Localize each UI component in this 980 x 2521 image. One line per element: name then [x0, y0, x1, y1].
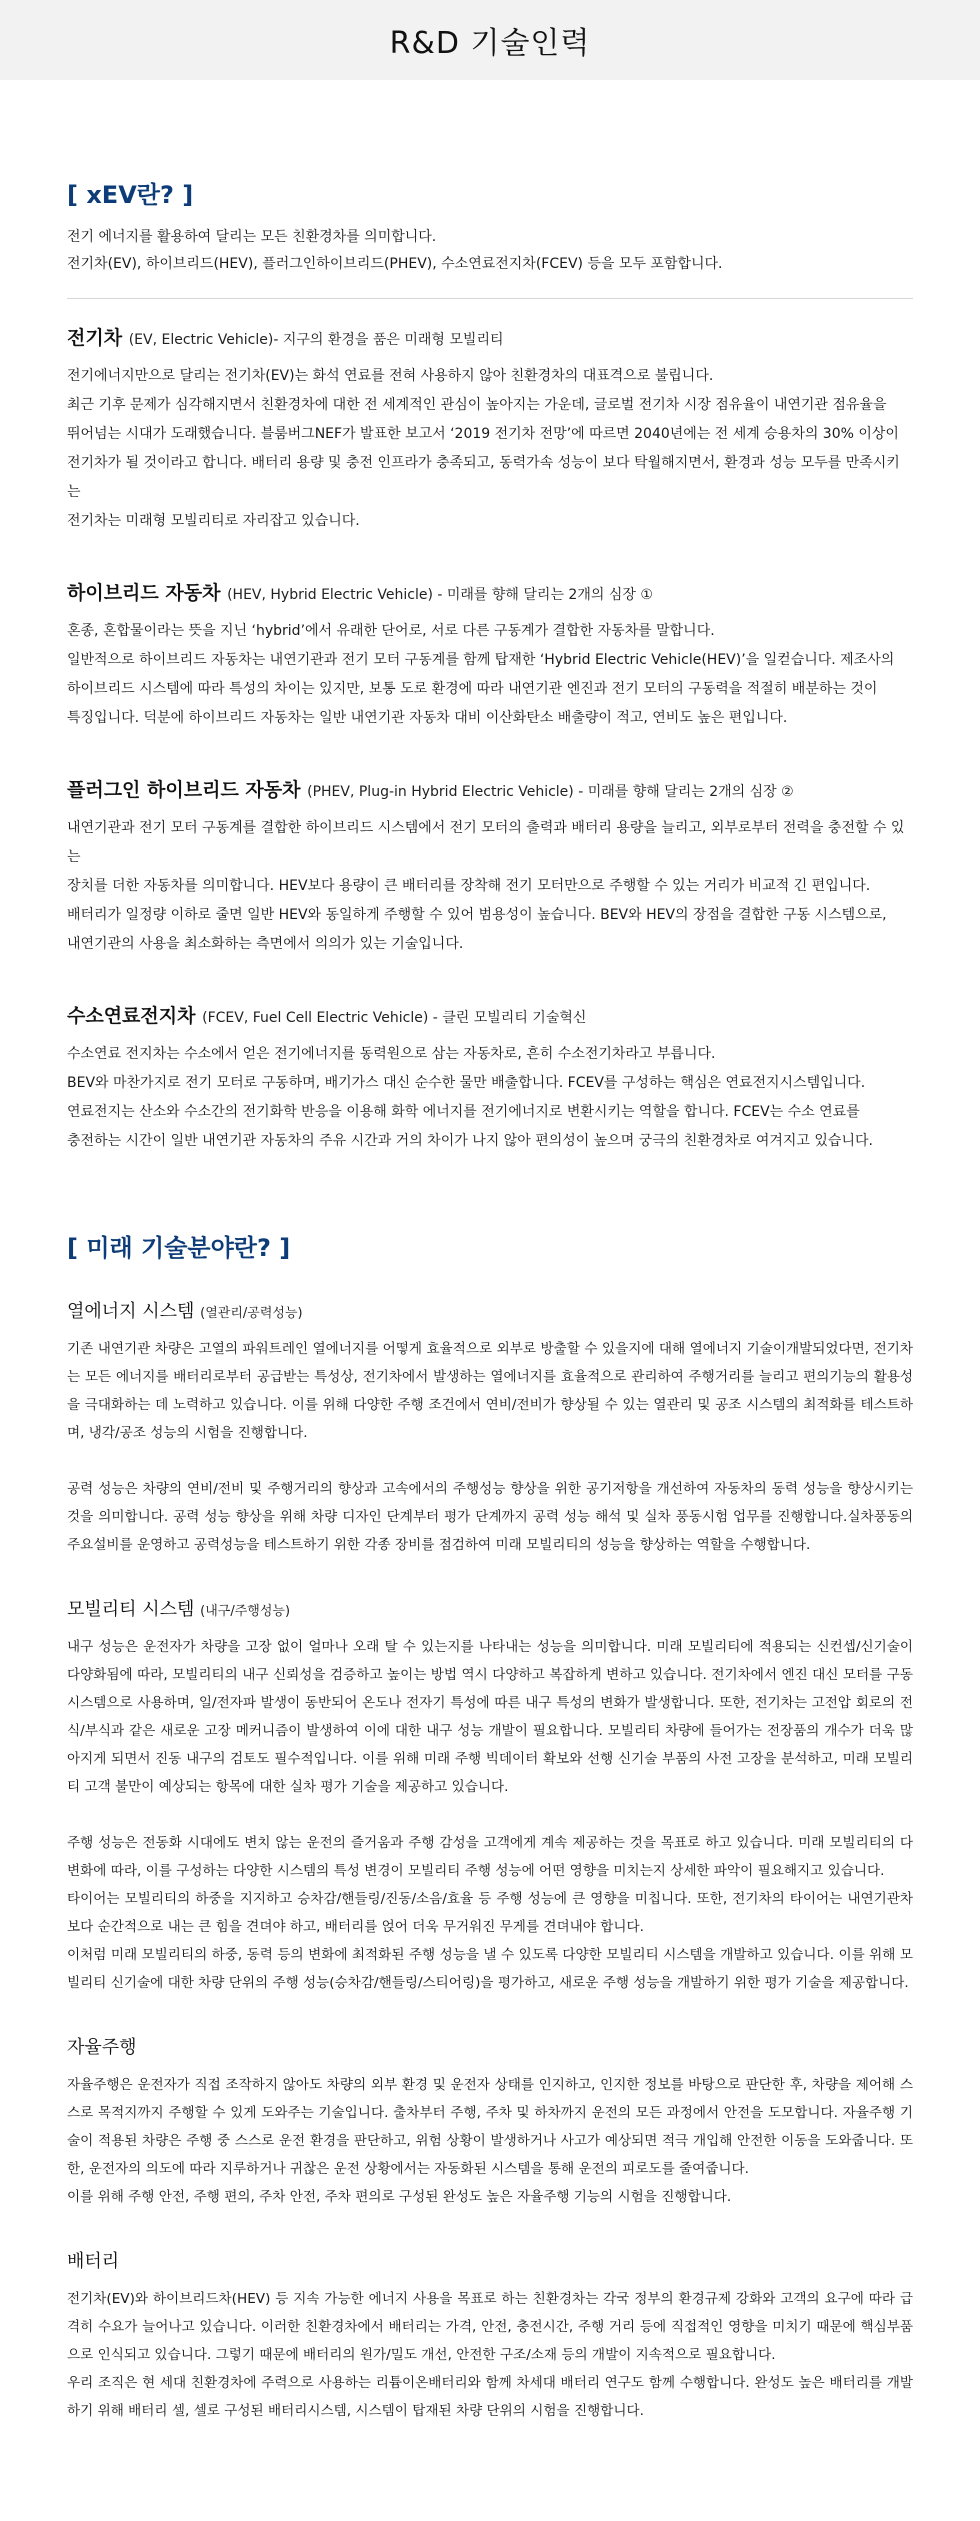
- item-paragraph: 자율주행은 운전자가 직접 조작하지 않아도 차량의 외부 환경 및 운전자 상태를 인지하고, 인지한 정보를 바탕으로 판단한 후, 차량을 제어해 스스로 목적지까지 주행할 수 있게 도와주는 기술입니다. 출차부터 주행, 주차 및 하차까지 운전의 모든 과정에서 안전을 도모합니다. 자율주행 기술이 적용된 차량은 주행 중 스스로 운전 환경을 판단하고, 위험 상황이 발생하거나 사고가 예상되면 적극 개입해 안전한 이동을 도와줍니다. 또한, 운전자의 의도에 따라 지루하거나 귀찮은 운전 상황에서는 자동화된 시스템을 통해 운전의 피로도를 줄여줍니다. 이를 위해 주행 안전, 주행 편의, 주차 안전, 주차 편의로 구성된 완성도 높은 자율주행 기능의 시험을 진행합니다.: [67, 2077, 913, 2205]
- item-paragraph: 기존 내연기관 차량은 고열의 파워트레인 열에너지를 어떻게 효율적으로 외부로 방출할 수 있을지에 대해 열에너지 기술이개발되었다면, 전기차는 모든 에너지를 배터리로부터 공급받는 특성상, 전기차에서 발생하는 열에너지를 효율적으로 관리하여 주행거리를 늘리고 편의기능의 활용성을 극대화하는 데 노력하고 있습니다. 이를 위해 다양한 주행 조건에서 연비/전비가 향상될 수 있는 열관리 및 공조 시스템의 최적화를 테스트하며, 냉각/공조 성능의 시험을 진행합니다.: [67, 1341, 913, 1441]
- item-paragraph: 내구 성능은 운전자가 차량을 고장 없이 얼마나 오래 탈 수 있는지를 나타내는 성능을 의미합니다. 미래 모빌리티에 적용되는 신컨셉/신기술이 다양화됨에 따라, 모빌리티의 내구 신뢰성을 검증하고 높이는 방법 역시 다양하고 복잡하게 변하고 있습니다. 전기차에서 엔진 대신 모터를 구동 시스템으로 사용하며, 일/전자파 발생이 동반되어 온도나 전자기 특성에 따른 내구 특성의 변화가 발생합니다. 또한, 전기차는 고전압 회로의 전식/부식과 같은 새로운 고장 메커니즘이 발생하여 이에 대한 내구 성능 개발이 필요합니다. 모빌리티 차량에 들어가는 전장품의 개수가 더욱 많아지게 되면서 진동 내구의 검토도 필수적입니다. 이를 위해 미래 주행 빅데이터 확보와 선행 신기술 부품의 사전 고장을 분석하고, 미래 모빌리티 고객 불만이 예상되는 항목에 대한 실차 평가 기술을 제공하고 있습니다.: [67, 1639, 913, 1795]
- item-title: 모빌리티 시스템: [67, 1599, 195, 1620]
- xev-intro-line: 전기차(EV), 하이브리드(HEV), 플러그인하이브리드(PHEV), 수소연료전지차(FCEV) 등을 모두 포함합니다.: [67, 256, 723, 272]
- section-divider: [67, 298, 913, 299]
- item-paragraph: 주행 성능은 전동화 시대에도 변치 않는 운전의 즐거움과 주행 감성을 고객에게 계속 제공하는 것을 목표로 하고 있습니다. 미래 모빌리티의 다변화에 따라, 이를 구성하는 다양한 시스템의 특성 변경이 모빌리티 주행 성능에 어떤 영향을 미치는지 상세한 파악이 필요해지고 있습니다. 타이어는 모빌리티의 하중을 지지하고 승차감/핸들링/진동/소음/효율 등 주행 성능에 큰 영향을 미칩니다. 또한, 전기차의 타이어는 내연기관차보다 순간적으로 내는 큰 힘을 견뎌야 하고, 배터리를 얹어 더욱 무거워진 무게를 견뎌내야 합니다. 이처럼 미래 모빌리티의 하중, 동력 등의 변화에 최적화된 주행 성능을 낼 수 있도록 다양한 모빌리티 시스템을 개발하고 있습니다. 이를 위해 모빌리티 신기술에 대한 차량 단위의 주행 성능(승차감/핸들링/스티어링)을 평가하고, 새로운 주행 성능을 개발하기 위한 평가 기술을 제공합니다.: [67, 1835, 913, 1991]
- future-section: [67, 1228, 913, 2425]
- future-item-mobility: [67, 1595, 913, 1997]
- item-subtitle: (PHEV, Plug-in Hybrid Electric Vehicle) - 미래를 향해 달리는 2개의 심장 ②: [307, 784, 794, 800]
- item-body: 내연기관과 전기 모터 구동계를 결합한 하이브리드 시스템에서 전기 모터의 출력과 배터리 용량을 늘리고, 외부로부터 전력을 충전할 수 있는 장치를 더한 자동차를 의미합니다. HEV보다 용량이 큰 배터리를 장착해 전기 모터만으로 주행할 수 있는 거리가 비교적 긴 편입니다. 배터리가 일정량 이하로 줄면 일반 HEV와 동일하게 주행할 수 있어 범용성이 높습니다. BEV와 HEV의 장점을 결합한 구동 시스템으로, 내연기관의 사용을 최소화하는 측면에서 의의가 있는 기술입니다.: [67, 820, 905, 952]
- item-title: 열에너지 시스템: [67, 1301, 195, 1322]
- item-subtitle: (EV, Electric Vehicle)- 지구의 환경을 품은 미래형 모빌리티: [128, 332, 504, 348]
- future-item-battery: [67, 2247, 913, 2425]
- page-title: R&D 기술인력: [389, 26, 591, 61]
- item-heading: [67, 1595, 913, 1621]
- future-heading: [ 미래 기술분야란? ]: [67, 1234, 291, 1262]
- xev-heading: [ xEV란? ]: [67, 181, 194, 209]
- item-body: 혼종, 혼합물이라는 뜻을 지닌 ‘hybrid’에서 유래한 단어로, 서로 다른 구동계가 결합한 자동차를 말합니다. 일반적으로 하이브리드 자동차는 내연기관과 전기 모터 구동계를 함께 탑재한 ‘Hybrid Electric Vehicle(HEV)’을 일컫습니다. 제조사의 하이브리드 시스템에 따라 특성의 차이는 있지만, 보통 도로 환경에 따라 내연기관 엔진과 전기 모터의 구동력을 적절히 배분하는 것이 특징입니다. 덕분에 하이브리드 자동차는 일반 내연기관 자동차 대비 이산화탄소 배출량이 적고, 연비도 높은 편입니다.: [67, 623, 895, 726]
- item-heading: [67, 1297, 913, 1323]
- item-title: 전기차: [67, 327, 123, 349]
- future-item-thermal: [67, 1297, 913, 1559]
- xev-item-ev: [67, 323, 913, 536]
- item-subtitle: (열관리/공력성능): [200, 1306, 303, 1321]
- page-content: [0, 175, 980, 2425]
- xev-item-hev: [67, 578, 913, 733]
- item-title: 플러그인 하이브리드 자동차: [67, 779, 301, 801]
- xev-intro: [67, 224, 913, 278]
- item-heading: [67, 775, 913, 802]
- item-title: 자율주행: [67, 2037, 137, 2058]
- item-paragraph: 전기차(EV)와 하이브리드차(HEV) 등 지속 가능한 에너지 사용을 목표로 하는 친환경차는 각국 정부의 환경규제 강화와 고객의 요구에 따라 급격히 수요가 늘어나고 있습니다. 이러한 친환경차에서 배터리는 가격, 안전, 충전시간, 주행 거리 등에 직접적인 영향을 미치기 때문에 핵심부품으로 인식되고 있습니다. 그렇기 때문에 배터리의 원가/밀도 개선, 안전한 구조/소재 등의 개발이 지속적으로 필요합니다. 우리 조직은 현 세대 친환경차에 주력으로 사용하는 리튬이온배터리와 함께 차세대 배터리 연구도 함께 수행합니다. 완성도 높은 배터리를 개발하기 위해 배터리 셀, 셀로 구성된 배터리시스템, 시스템이 탑재된 차량 단위의 시험을 진행합니다.: [67, 2291, 913, 2419]
- item-body: 수소연료 전지차는 수소에서 얻은 전기에너지를 동력원으로 삼는 자동차로, 흔히 수소전기차라고 부릅니다. BEV와 마찬가지로 전기 모터로 구동하며, 배기가스 대신 순수한 물만 배출합니다. FCEV를 구성하는 핵심은 연료전지시스템입니다. 연료전지는 산소와 수소간의 전기화학 반응을 이용해 화학 에너지를 전기에너지로 변환시키는 역할을 합니다. FCEV는 수소 연료를 충전하는 시간이 일반 내연기관 자동차의 주유 시간과 거의 차이가 나지 않아 편의성이 높으며 궁극의 친환경차로 여겨지고 있습니다.: [67, 1046, 873, 1149]
- item-title: 수소연료전지차: [67, 1005, 196, 1027]
- item-body: 전기에너지만으로 달리는 전기차(EV)는 화석 연료를 전혀 사용하지 않아 친환경차의 대표격으로 불립니다. 최근 기후 문제가 심각해지면서 친환경차에 대한 전 세계적인 관심이 높아지는 가운데, 글로벌 전기차 시장 점유율이 내연기관 점유율을 뛰어넘는 시대가 도래했습니다. 블룸버그NEF가 발표한 보고서 ‘2019 전기차 전망’에 따르면 2040년에는 전 세계 승용차의 30% 이상이 전기차가 될 것이라고 합니다. 배터리 용량 및 충전 인프라가 충족되고, 동력가속 성능이 보다 탁월해지면서, 환경과 성능 모두를 만족시키는 전기차는 미래형 모빌리티로 자리잡고 있습니다.: [67, 368, 900, 529]
- item-title: 하이브리드 자동차: [67, 582, 221, 604]
- item-heading: [67, 1001, 913, 1028]
- item-heading: [67, 323, 913, 350]
- item-heading: [67, 2033, 913, 2059]
- item-title: 배터리: [67, 2251, 120, 2272]
- xev-intro-line: 전기 에너지를 활용하여 달리는 모든 친환경차를 의미합니다.: [67, 229, 437, 245]
- item-heading: [67, 2247, 913, 2273]
- page-header: [0, 0, 980, 80]
- item-subtitle: (FCEV, Fuel Cell Electric Vehicle) - 클린 모빌리티 기술혁신: [202, 1010, 587, 1026]
- item-paragraph: 공력 성능은 차량의 연비/전비 및 주행거리의 향상과 고속에서의 주행성능 향상을 위한 공기저항을 개선하여 자동차의 동력 성능을 향상시키는 것을 의미합니다. 공력 성능 향상을 위해 차량 디자인 단계부터 평가 단계까지 공력 성능 해석 및 실차 풍동시험 업무를 진행합니다.실차풍동의 주요설비를 운영하고 공력성능을 테스트하기 위한 각종 장비를 점검하여 미래 모빌리티의 성능을 향상하는 역할을 수행합니다.: [67, 1481, 913, 1553]
- item-subtitle: (내구/주행성능): [200, 1604, 291, 1619]
- item-heading: [67, 578, 913, 605]
- xev-item-phev: [67, 775, 913, 959]
- xev-section: [67, 175, 913, 1156]
- item-subtitle: (HEV, Hybrid Electric Vehicle) - 미래를 향해 달리는 2개의 심장 ①: [227, 587, 653, 603]
- xev-item-fcev: [67, 1001, 913, 1156]
- future-item-autonomous: [67, 2033, 913, 2211]
